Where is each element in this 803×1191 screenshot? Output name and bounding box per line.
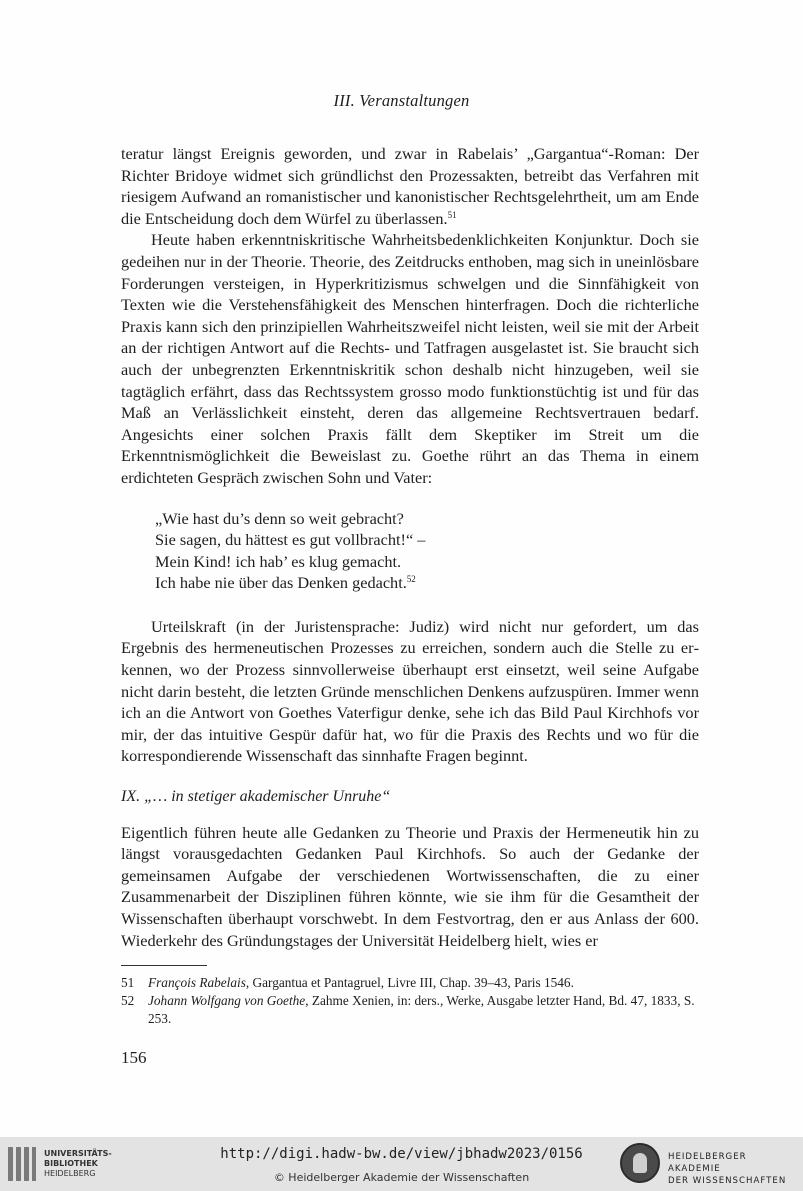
- footnote-ref-51[interactable]: 51: [447, 209, 457, 220]
- footnote-divider: [121, 965, 207, 966]
- footnote-number: 51: [121, 975, 135, 990]
- poem-line-last: [155, 572, 699, 594]
- hadw-logo-text: [668, 1151, 800, 1187]
- hadw-logo-line: DER WISSENSCHAFTEN: [668, 1176, 787, 1186]
- footnote-citation: , Gargantua et Pantagruel, Livre III, Chap. 39–43, Paris 1546.: [245, 975, 574, 990]
- paragraph-1: [121, 143, 699, 229]
- footnote-author: François Rabelais: [148, 975, 246, 990]
- poem-line: Sie sagen, du hättest es gut vollbracht!“ –: [155, 530, 426, 550]
- running-head: III. Veranstaltungen: [333, 91, 470, 110]
- poem-quote: [155, 508, 699, 594]
- poem-line: „Wie hast du’s denn so weit gebracht?: [155, 508, 404, 528]
- seal-icon: [620, 1143, 660, 1183]
- body-text: [121, 143, 699, 951]
- footnote-author: Johann Wolfgang von Goethe: [148, 993, 306, 1008]
- footnote-text: [148, 992, 699, 1028]
- paragraph-2: Heute haben erkenntniskritische Wahrheitsbedenklichkeiten Konjunktur. Doch sie gedeihen nur in der Theorie. Theorie, des Zeitdrucks enthoben, mag sich in uneinlösbare Forderungen versteigen, in Hyperkritizismus schwelgen und die Sinnfähigkeit von Texten wie die Verstehensfähigkeit des Menschen hinterfragen. Doch die richterliche Praxis kann sich den prinzipiellen Wahrheitszweifel nicht leisten, weil sie mit der Arbeit an der richtigen Antwort auf die Rechts- und Tatfragen ausgelastet ist. Sie braucht sich auch der unbegrenzten Erkenntniskritik schon deshalb nicht hinzugeben, weil sie tagtäglich erfährt, dass das Rechtssystem grosso modo funktionstüchtig ist und für das Maß an Verlässlichkeit einsteht, deren das allgemeine Rechtsvertrauen bedarf. Angesichts einer solchen Praxis fällt dem Skeptiker im Streit um die Erkenntnismöglichkeit die Beweislast zu. Goethe rührt an das Thema in einem erdichteten Gespräch zwischen Sohn und Vater:: [121, 230, 699, 487]
- ub-logo-line: HEIDELBERG: [44, 1169, 96, 1178]
- hadw-logo[interactable]: [620, 1141, 800, 1187]
- ub-logo-line: BIBLIOTHEK: [44, 1159, 98, 1168]
- footnote-citation: , Zahme Xenien, in: ders., Werke, Ausgabe letzter Hand, Bd. 47, 1833, S. 253.: [148, 993, 695, 1026]
- viewer-footer: [0, 1137, 803, 1191]
- footnote-text: [148, 974, 699, 992]
- section-heading: IX. „… in stetiger akademischer Unruhe“: [121, 788, 391, 806]
- footnote-ref-52[interactable]: 52: [406, 574, 416, 585]
- hadw-logo-line: HEIDELBERGER AKADEMIE: [668, 1152, 747, 1174]
- footnote-52: [121, 992, 699, 1028]
- footnote-51: [121, 974, 699, 992]
- copyright-notice: © Heidelberger Akademie der Wissenschaften: [273, 1171, 530, 1184]
- footnote-number: 52: [121, 993, 135, 1008]
- paragraph-4: Eigentlich führen heute alle Gedanken zu Theorie und Praxis der Hermeneutik hin zu längst vorausgedachten Gedanken Paul Kirchhofs. So auch der Gedanke der gemeinsamen Aufgabe der verschiedenen Wortwissenschaften, die zu einer Zusammenarbeit der Disziplinen führen könnte, wie sie ihm für die Gesamtheit der Wissenschaften überhaupt vorschwebt. In dem Festvortrag, den er aus Anlass der 600. Wiederkehr des Gründungstages der Universität Heidelberg hielt, wies er: [121, 822, 699, 950]
- page-number: 156: [121, 1048, 147, 1067]
- paragraph-3: Urteilskraft (in der Juristensprache: Judiz) wird nicht nur gefordert, um das Ergebnis des hermeneutischen Prozesses zu erreichen, sondern auch die Stelle zu erkennen, wo der Prozess sinnvollerweise überhaupt erst einsetzt, weil seine Aufgabe nicht darin besteht, die letzten Gründe menschlichen Denkens aufzuspüren. Immer wenn ich an die Antwort von Goethes Vaterfigur denke, sehe ich das Bild Paul Kirchhofs vor mir, der das intuitive Gespür dafür hat, wo für die Praxis des Rechts und wo für die korrespondierende Wissenschaft das sinnhafte Fragen beginnt.: [121, 616, 699, 766]
- poem-line: Mein Kind! ich hab’ es klug gemacht.: [155, 551, 402, 571]
- ub-logo-line: UNIVERSITÄTS-: [44, 1149, 112, 1158]
- permalink-url[interactable]: http://digi.hadw-bw.de/view/jbhadw2023/0156: [220, 1146, 583, 1162]
- footnotes: [121, 974, 699, 1028]
- paragraph-1-text: teratur längst Ereignis geworden, und zwar in Rabelais’ „Gargantua“-Roman: Der Richter Bridoye widmet sich gründlichst den Prozessakten, betreibt das Verfahren mit riesigem Aufwand an romanistischer und kanonistischer Rechtsgelehrtheit, um am Ende die Entscheidung doch dem Würfel zu überlassen.: [121, 144, 699, 228]
- poem-line-text: Ich habe nie über das Denken gedacht.: [155, 573, 407, 593]
